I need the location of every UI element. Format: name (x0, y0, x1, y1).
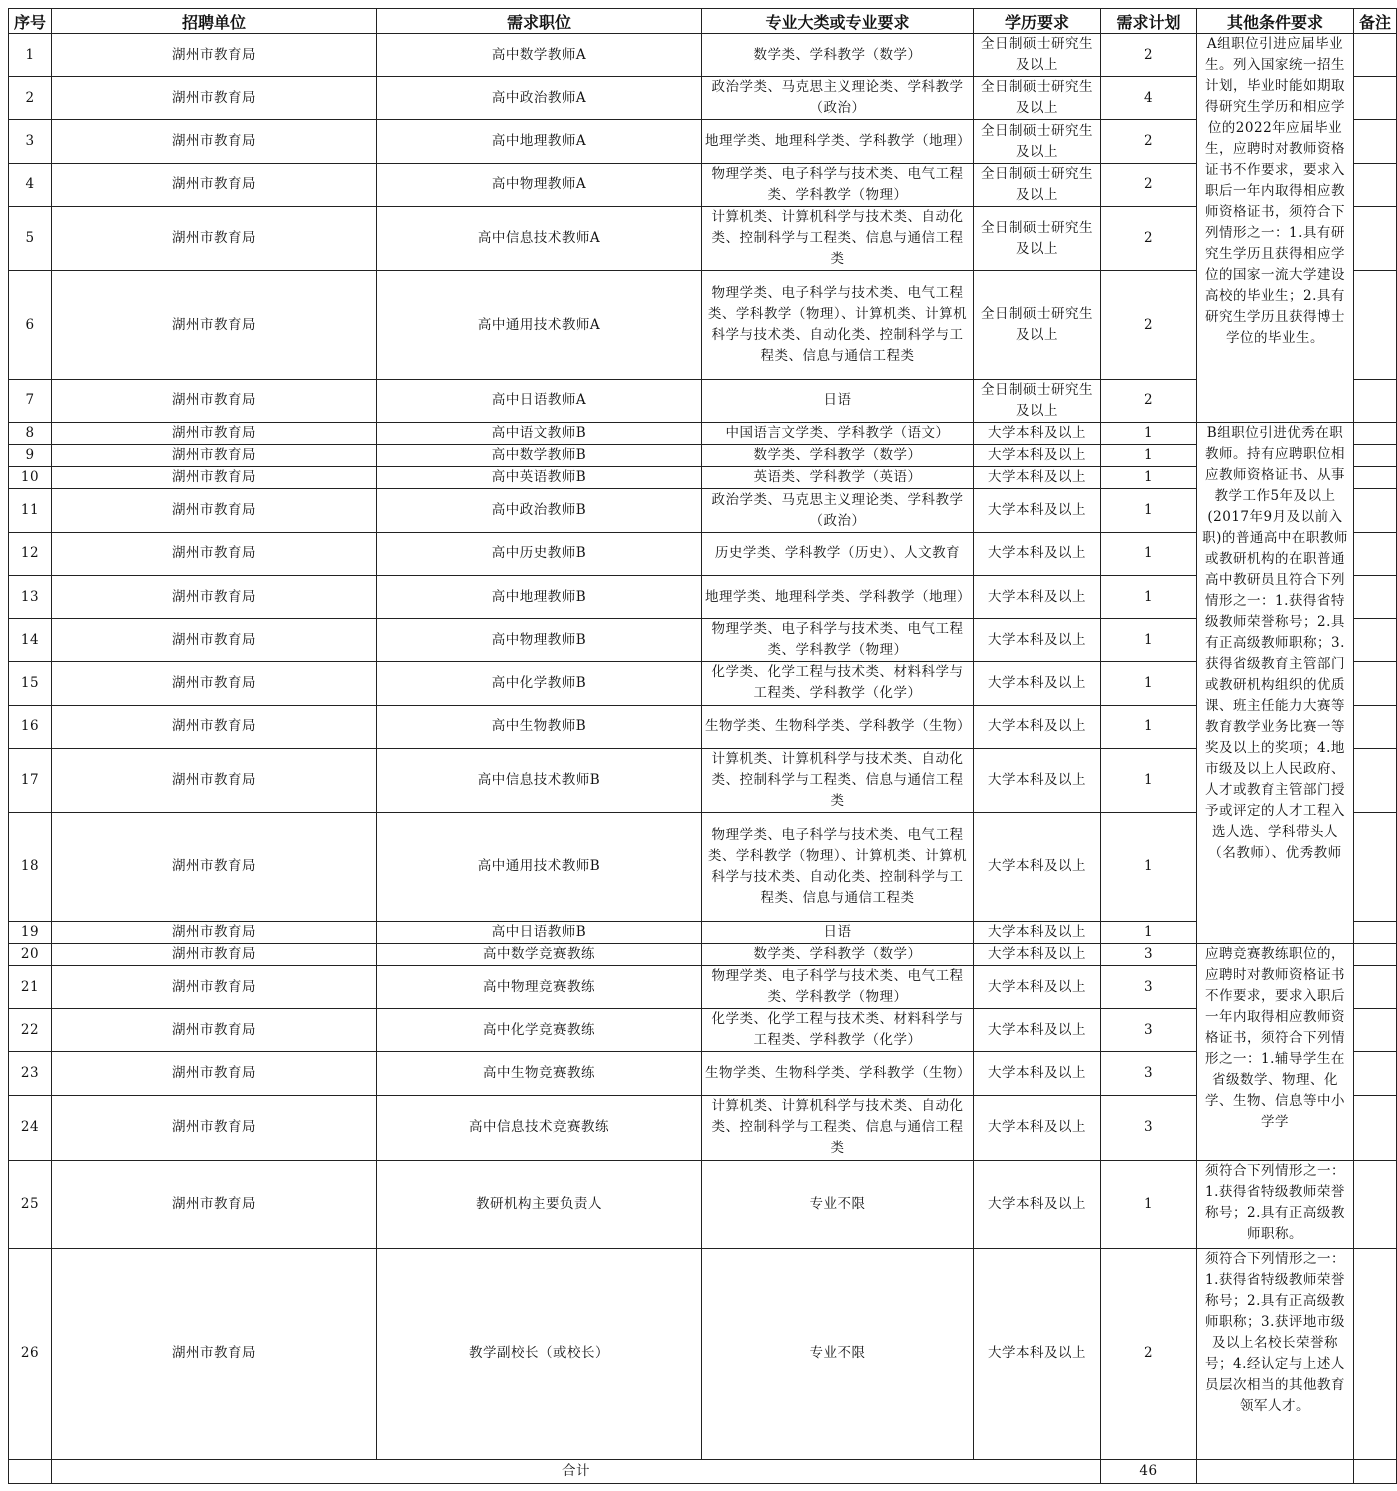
hiring-plan: 1 (1101, 921, 1197, 943)
education-requirement: 大学本科及以上 (974, 662, 1101, 705)
header-row (9, 9, 1397, 34)
row-number: 13 (9, 575, 52, 618)
row-number: 16 (9, 705, 52, 748)
position-name: 教研机构主要负责人 (377, 1161, 702, 1248)
position-name: 高中政治教师B (377, 489, 702, 532)
table-row (9, 619, 1397, 662)
recruiting-unit: 湖州市教育局 (52, 423, 377, 445)
recruiting-unit: 湖州市教育局 (52, 379, 377, 422)
table-row (9, 1248, 1397, 1459)
table-row (9, 813, 1397, 922)
remarks-cell (1354, 575, 1397, 618)
major-requirement: 生物学类、生物科学类、学科教学（生物） (702, 705, 974, 748)
position-name: 高中信息技术教师B (377, 748, 702, 812)
position-name: 高中语文教师B (377, 423, 702, 445)
remarks-cell (1354, 619, 1397, 662)
table-row (9, 379, 1397, 422)
remarks-cell (1354, 271, 1397, 380)
position-name: 高中物理教师A (377, 163, 702, 206)
major-requirement: 计算机类、计算机科学与技术类、自动化类、控制科学与工程类、信息与通信工程类 (702, 748, 974, 812)
hiring-plan: 3 (1101, 966, 1197, 1009)
row-number: 6 (9, 271, 52, 380)
remarks-cell (1354, 705, 1397, 748)
row-number: 17 (9, 748, 52, 812)
recruiting-unit: 湖州市教育局 (52, 943, 377, 965)
row-number: 24 (9, 1095, 52, 1160)
recruiting-unit: 湖州市教育局 (52, 575, 377, 618)
row-number: 4 (9, 163, 52, 206)
col-header-other-conditions: 其他条件要求 (1197, 9, 1354, 34)
education-requirement: 大学本科及以上 (974, 575, 1101, 618)
row-number: 26 (9, 1248, 52, 1459)
education-requirement: 全日制硕士研究生及以上 (974, 77, 1101, 120)
table-row (9, 705, 1397, 748)
remarks-cell (1354, 77, 1397, 120)
remarks-cell (1354, 1095, 1397, 1160)
col-header-unit: 招聘单位 (52, 9, 377, 34)
hiring-plan: 2 (1101, 163, 1197, 206)
recruitment-table (8, 8, 1397, 1484)
position-name: 高中物理竞赛教练 (377, 966, 702, 1009)
hiring-plan: 3 (1101, 943, 1197, 965)
education-requirement: 大学本科及以上 (974, 467, 1101, 489)
position-name: 高中信息技术教师A (377, 206, 702, 270)
row-number: 15 (9, 662, 52, 705)
remarks-cell (1354, 1052, 1397, 1095)
education-requirement: 全日制硕士研究生及以上 (974, 34, 1101, 77)
recruiting-unit: 湖州市教育局 (52, 445, 377, 467)
other-conditions-vice-principal (1197, 1248, 1354, 1459)
education-requirement: 全日制硕士研究生及以上 (974, 120, 1101, 163)
position-name: 高中化学竞赛教练 (377, 1009, 702, 1052)
table-row (9, 748, 1397, 812)
hiring-plan: 1 (1101, 532, 1197, 575)
recruiting-unit: 湖州市教育局 (52, 1009, 377, 1052)
major-requirement: 数学类、学科教学（数学） (702, 34, 974, 77)
row-number: 1 (9, 34, 52, 77)
col-header-plan: 需求计划 (1101, 9, 1197, 34)
major-requirement: 计算机类、计算机科学与技术类、自动化类、控制科学与工程类、信息与通信工程类 (702, 206, 974, 270)
row-number: 21 (9, 966, 52, 1009)
position-name: 高中化学教师B (377, 662, 702, 705)
hiring-plan: 1 (1101, 467, 1197, 489)
remarks-cell (1354, 120, 1397, 163)
education-requirement: 大学本科及以上 (974, 1161, 1101, 1248)
row-number: 10 (9, 467, 52, 489)
position-name: 高中地理教师A (377, 120, 702, 163)
table-row (9, 77, 1397, 120)
recruiting-unit: 湖州市教育局 (52, 77, 377, 120)
col-header-major: 专业大类或专业要求 (702, 9, 974, 34)
education-requirement: 大学本科及以上 (974, 705, 1101, 748)
row-number: 18 (9, 813, 52, 922)
table-row (9, 206, 1397, 270)
education-requirement: 大学本科及以上 (974, 943, 1101, 965)
other-conditions-group-a (1197, 34, 1354, 423)
col-header-remarks: 备注 (1354, 9, 1397, 34)
total-label: 合计 (52, 1459, 1101, 1483)
remarks-cell (1354, 1009, 1397, 1052)
hiring-plan: 3 (1101, 1052, 1197, 1095)
major-requirement: 物理学类、电子科学与技术类、电气工程类、学科教学（物理） (702, 619, 974, 662)
total-row (9, 1459, 1397, 1483)
recruiting-unit: 湖州市教育局 (52, 921, 377, 943)
table-row (9, 445, 1397, 467)
total-empty-cell (1354, 1459, 1397, 1483)
major-requirement: 日语 (702, 379, 974, 422)
position-name: 高中地理教师B (377, 575, 702, 618)
hiring-plan: 2 (1101, 34, 1197, 77)
hiring-plan: 1 (1101, 705, 1197, 748)
row-number: 9 (9, 445, 52, 467)
table-row (9, 1095, 1397, 1160)
remarks-cell (1354, 1161, 1397, 1248)
other-conditions-text: 应聘竞赛教练职位的，应聘时对教师资格证书不作要求，要求入职后一年内取得相应教师资格证书，须符合下列情形之一：1.辅导学生在省级数学、物理、化学、生物、信息等中小学学 (1205, 945, 1345, 1130)
major-requirement: 数学类、学科教学（数学） (702, 943, 974, 965)
table-row (9, 120, 1397, 163)
major-requirement: 物理学类、电子科学与技术类、电气工程类、学科教学（物理） (702, 966, 974, 1009)
table-row (9, 271, 1397, 380)
hiring-plan: 1 (1101, 1161, 1197, 1248)
hiring-plan: 1 (1101, 813, 1197, 922)
remarks-cell (1354, 1248, 1397, 1459)
remarks-cell (1354, 748, 1397, 812)
total-empty-cell (1197, 1459, 1354, 1483)
recruiting-unit: 湖州市教育局 (52, 532, 377, 575)
table-row (9, 489, 1397, 532)
education-requirement: 大学本科及以上 (974, 921, 1101, 943)
table-row (9, 1009, 1397, 1052)
recruiting-unit: 湖州市教育局 (52, 662, 377, 705)
table-row (9, 34, 1397, 77)
table-row (9, 1161, 1397, 1248)
major-requirement: 中国语言文学类、学科教学（语文） (702, 423, 974, 445)
table-row (9, 532, 1397, 575)
recruiting-unit: 湖州市教育局 (52, 163, 377, 206)
recruiting-unit: 湖州市教育局 (52, 1052, 377, 1095)
other-conditions-text: B组职位引进优秀在职教师。持有应聘职位相应教师资格证书、从事教学工作5年及以上(2017年9月及以前入职)的普通高中在职教师或教研机构的在职普通高中教研员且符合下列情形之一：1.获得省特级教师荣誉称号；2.具有正高级教师职称；3.获得省级教育主管部门或教研机构组织的优质课、班主任能力大赛等教育教学业务比赛一等奖及以上的奖项；4.地市级及以上人民政府、人才或教育主管部门授予或评定的人才工程入选人选、学科带头人（名教师）、优秀教师 (1202, 425, 1348, 862)
hiring-plan: 1 (1101, 489, 1197, 532)
position-name: 高中数学竞赛教练 (377, 943, 702, 965)
hiring-plan: 3 (1101, 1095, 1197, 1160)
major-requirement: 计算机类、计算机科学与技术类、自动化类、控制科学与工程类、信息与通信工程类 (702, 1095, 974, 1160)
row-number: 20 (9, 943, 52, 965)
table-row (9, 163, 1397, 206)
education-requirement: 全日制硕士研究生及以上 (974, 271, 1101, 380)
table-row (9, 921, 1397, 943)
major-requirement: 生物学类、生物科学类、学科教学（生物） (702, 1052, 974, 1095)
education-requirement: 大学本科及以上 (974, 445, 1101, 467)
remarks-cell (1354, 921, 1397, 943)
remarks-cell (1354, 966, 1397, 1009)
row-number: 8 (9, 423, 52, 445)
major-requirement: 地理学类、地理科学类、学科教学（地理） (702, 120, 974, 163)
hiring-plan: 3 (1101, 1009, 1197, 1052)
major-requirement: 政治学类、马克思主义理论类、学科教学（政治） (702, 77, 974, 120)
other-conditions-research-head (1197, 1161, 1354, 1248)
major-requirement: 物理学类、电子科学与技术类、电气工程类、学科教学（物理） (702, 163, 974, 206)
education-requirement: 全日制硕士研究生及以上 (974, 206, 1101, 270)
position-name: 高中英语教师B (377, 467, 702, 489)
major-requirement: 英语类、学科教学（英语） (702, 467, 974, 489)
position-name: 高中通用技术教师B (377, 813, 702, 922)
other-conditions-coach (1197, 943, 1354, 1160)
major-requirement: 政治学类、马克思主义理论类、学科教学（政治） (702, 489, 974, 532)
education-requirement: 大学本科及以上 (974, 1248, 1101, 1459)
recruiting-unit: 湖州市教育局 (52, 813, 377, 922)
education-requirement: 大学本科及以上 (974, 966, 1101, 1009)
education-requirement: 大学本科及以上 (974, 423, 1101, 445)
recruiting-unit: 湖州市教育局 (52, 120, 377, 163)
position-name: 高中信息技术竞赛教练 (377, 1095, 702, 1160)
education-requirement: 大学本科及以上 (974, 1052, 1101, 1095)
major-requirement: 数学类、学科教学（数学） (702, 445, 974, 467)
recruiting-unit: 湖州市教育局 (52, 748, 377, 812)
remarks-cell (1354, 206, 1397, 270)
recruiting-unit: 湖州市教育局 (52, 966, 377, 1009)
hiring-plan: 1 (1101, 662, 1197, 705)
row-number: 7 (9, 379, 52, 422)
col-header-education: 学历要求 (974, 9, 1101, 34)
position-name: 高中数学教师B (377, 445, 702, 467)
position-name: 高中物理教师B (377, 619, 702, 662)
recruiting-unit: 湖州市教育局 (52, 619, 377, 662)
education-requirement: 大学本科及以上 (974, 1009, 1101, 1052)
col-header-position: 需求职位 (377, 9, 702, 34)
hiring-plan: 4 (1101, 77, 1197, 120)
major-requirement: 物理学类、电子科学与技术类、电气工程类、学科教学（物理）、计算机类、计算机科学与技术类、自动化类、控制科学与工程类、信息与通信工程类 (702, 271, 974, 380)
major-requirement: 日语 (702, 921, 974, 943)
hiring-plan: 1 (1101, 423, 1197, 445)
row-number: 12 (9, 532, 52, 575)
table-row (9, 943, 1397, 965)
remarks-cell (1354, 489, 1397, 532)
remarks-cell (1354, 943, 1397, 965)
education-requirement: 大学本科及以上 (974, 813, 1101, 922)
recruiting-unit: 湖州市教育局 (52, 489, 377, 532)
row-number: 5 (9, 206, 52, 270)
position-name: 高中日语教师B (377, 921, 702, 943)
row-number: 19 (9, 921, 52, 943)
education-requirement: 大学本科及以上 (974, 489, 1101, 532)
row-number: 11 (9, 489, 52, 532)
table-row (9, 467, 1397, 489)
remarks-cell (1354, 445, 1397, 467)
total-plan: 46 (1101, 1459, 1197, 1483)
remarks-cell (1354, 423, 1397, 445)
education-requirement: 大学本科及以上 (974, 748, 1101, 812)
hiring-plan: 1 (1101, 445, 1197, 467)
education-requirement: 全日制硕士研究生及以上 (974, 163, 1101, 206)
row-number: 22 (9, 1009, 52, 1052)
position-name: 高中生物教师B (377, 705, 702, 748)
education-requirement: 大学本科及以上 (974, 1095, 1101, 1160)
major-requirement: 专业不限 (702, 1248, 974, 1459)
major-requirement: 化学类、化学工程与技术类、材料科学与工程类、学科教学（化学） (702, 1009, 974, 1052)
hiring-plan: 2 (1101, 120, 1197, 163)
recruiting-unit: 湖州市教育局 (52, 206, 377, 270)
recruiting-unit: 湖州市教育局 (52, 1161, 377, 1248)
hiring-plan: 1 (1101, 575, 1197, 618)
table-row (9, 575, 1397, 618)
hiring-plan: 2 (1101, 271, 1197, 380)
recruiting-unit: 湖州市教育局 (52, 467, 377, 489)
table-row (9, 423, 1397, 445)
position-name: 高中历史教师B (377, 532, 702, 575)
col-header-no: 序号 (9, 9, 52, 34)
remarks-cell (1354, 532, 1397, 575)
remarks-cell (1354, 34, 1397, 77)
row-number: 3 (9, 120, 52, 163)
table-row (9, 662, 1397, 705)
education-requirement: 全日制硕士研究生及以上 (974, 379, 1101, 422)
table-row (9, 966, 1397, 1009)
row-number: 14 (9, 619, 52, 662)
major-requirement: 物理学类、电子科学与技术类、电气工程类、学科教学（物理）、计算机类、计算机科学与技术类、自动化类、控制科学与工程类、信息与通信工程类 (702, 813, 974, 922)
major-requirement: 化学类、化学工程与技术类、材料科学与工程类、学科教学（化学） (702, 662, 974, 705)
row-number: 23 (9, 1052, 52, 1095)
row-number: 2 (9, 77, 52, 120)
other-conditions-text: 须符合下列情形之一：1.获得省特级教师荣誉称号；2.具有正高级教师职称。 (1205, 1163, 1345, 1243)
recruiting-unit: 湖州市教育局 (52, 1248, 377, 1459)
remarks-cell (1354, 813, 1397, 922)
position-name: 高中政治教师A (377, 77, 702, 120)
table-row (9, 1052, 1397, 1095)
recruiting-unit: 湖州市教育局 (52, 34, 377, 77)
recruiting-unit: 湖州市教育局 (52, 271, 377, 380)
remarks-cell (1354, 379, 1397, 422)
remarks-cell (1354, 662, 1397, 705)
other-conditions-text: A组职位引进应届毕业生。列入国家统一招生计划，毕业时能如期取得研究生学历和相应学位的2022年应届毕业生，应聘时对教师资格证书不作要求，要求入职后一年内取得相应教师资格证书，须符合下列情形之一：1.具有研究生学历且获得相应学位的国家一流大学建设高校的毕业生；2.具有研究生学历且获得博士学位的毕业生。 (1205, 36, 1345, 346)
major-requirement: 地理学类、地理科学类、学科教学（地理） (702, 575, 974, 618)
position-name: 高中生物竞赛教练 (377, 1052, 702, 1095)
remarks-cell (1354, 163, 1397, 206)
row-number: 25 (9, 1161, 52, 1248)
hiring-plan: 1 (1101, 619, 1197, 662)
education-requirement: 大学本科及以上 (974, 532, 1101, 575)
position-name: 教学副校长（或校长） (377, 1248, 702, 1459)
hiring-plan: 2 (1101, 206, 1197, 270)
position-name: 高中日语教师A (377, 379, 702, 422)
hiring-plan: 2 (1101, 1248, 1197, 1459)
position-name: 高中通用技术教师A (377, 271, 702, 380)
major-requirement: 专业不限 (702, 1161, 974, 1248)
other-conditions-group-b (1197, 423, 1354, 944)
hiring-plan: 1 (1101, 748, 1197, 812)
education-requirement: 大学本科及以上 (974, 619, 1101, 662)
major-requirement: 历史学类、学科教学（历史）、人文教育 (702, 532, 974, 575)
recruiting-unit: 湖州市教育局 (52, 1095, 377, 1160)
total-empty-cell (9, 1459, 52, 1483)
recruiting-unit: 湖州市教育局 (52, 705, 377, 748)
remarks-cell (1354, 467, 1397, 489)
other-conditions-text: 须符合下列情形之一：1.获得省特级教师荣誉称号；2.具有正高级教师职称；3.获评地市级及以上名校长荣誉称号；4.经认定与上述人员层次相当的其他教育领军人才。 (1205, 1250, 1345, 1414)
position-name: 高中数学教师A (377, 34, 702, 77)
hiring-plan: 2 (1101, 379, 1197, 422)
